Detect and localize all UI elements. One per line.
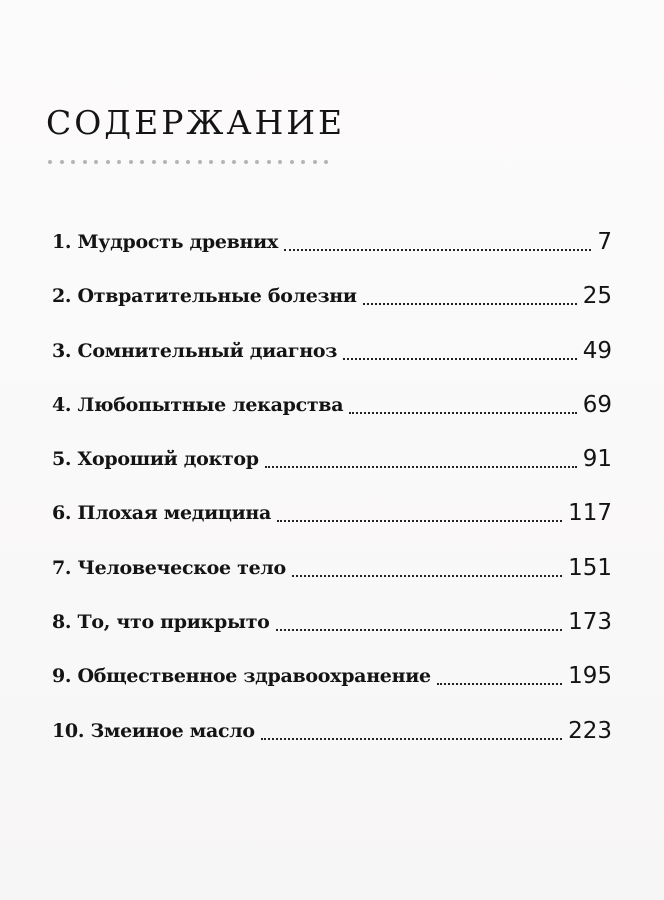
toc-entry-page: 223 bbox=[568, 717, 612, 744]
toc-entry bbox=[52, 499, 612, 553]
title-dotted-divider bbox=[48, 158, 328, 166]
toc-entry-label: 2. Отвратительные болезни bbox=[52, 285, 357, 308]
toc-entry bbox=[52, 391, 612, 445]
toc-entry-page: 91 bbox=[582, 446, 612, 473]
toc-entry-page: 173 bbox=[568, 609, 612, 636]
toc-dot-leader bbox=[284, 228, 591, 256]
toc-dot-leader bbox=[343, 337, 577, 365]
toc-dot-leader bbox=[349, 391, 577, 419]
toc-entry-page: 151 bbox=[568, 554, 612, 581]
toc-entry-label: 10. Змеиное масло bbox=[52, 719, 255, 742]
toc-entry-label: 6. Плохая медицина bbox=[52, 502, 272, 525]
toc-entry-page: 7 bbox=[597, 229, 612, 255]
table-of-contents bbox=[52, 228, 612, 771]
toc-entry bbox=[52, 337, 612, 391]
toc-entry bbox=[52, 554, 612, 608]
toc-entry-label: 5. Хороший доктор bbox=[52, 448, 259, 471]
toc-entry bbox=[52, 282, 612, 336]
toc-entry bbox=[52, 662, 612, 716]
toc-entry-label: 8. То, что прикрыто bbox=[52, 611, 270, 634]
toc-entry-page: 25 bbox=[582, 283, 612, 310]
toc-entry-page: 195 bbox=[568, 663, 612, 690]
toc-dot-leader bbox=[437, 662, 562, 690]
toc-entry bbox=[52, 608, 612, 662]
toc-entry-label: 1. Мудрость древних bbox=[52, 231, 278, 253]
toc-entry bbox=[52, 445, 612, 499]
toc-entry-page: 117 bbox=[568, 500, 612, 527]
toc-entry-page: 49 bbox=[582, 337, 612, 364]
toc-dot-leader bbox=[276, 608, 563, 636]
toc-entry-label: 9. Общественное здравоохранение bbox=[52, 665, 431, 688]
toc-entry-label: 4. Любопытные лекарства bbox=[52, 393, 344, 416]
toc-dot-leader bbox=[277, 499, 562, 527]
toc-entry-label: 7. Человеческое тело bbox=[52, 556, 286, 579]
toc-dot-leader bbox=[265, 445, 577, 473]
toc-entry-page: 69 bbox=[582, 391, 612, 418]
toc-entry bbox=[52, 717, 612, 771]
toc-dot-leader bbox=[261, 717, 562, 745]
toc-entry-label: 3. Сомнительный диагноз bbox=[52, 339, 338, 362]
toc-dot-leader bbox=[292, 554, 562, 582]
toc-dot-leader bbox=[363, 282, 577, 310]
page-title: СОДЕРЖАНИЕ bbox=[46, 103, 346, 142]
toc-entry bbox=[52, 228, 612, 282]
